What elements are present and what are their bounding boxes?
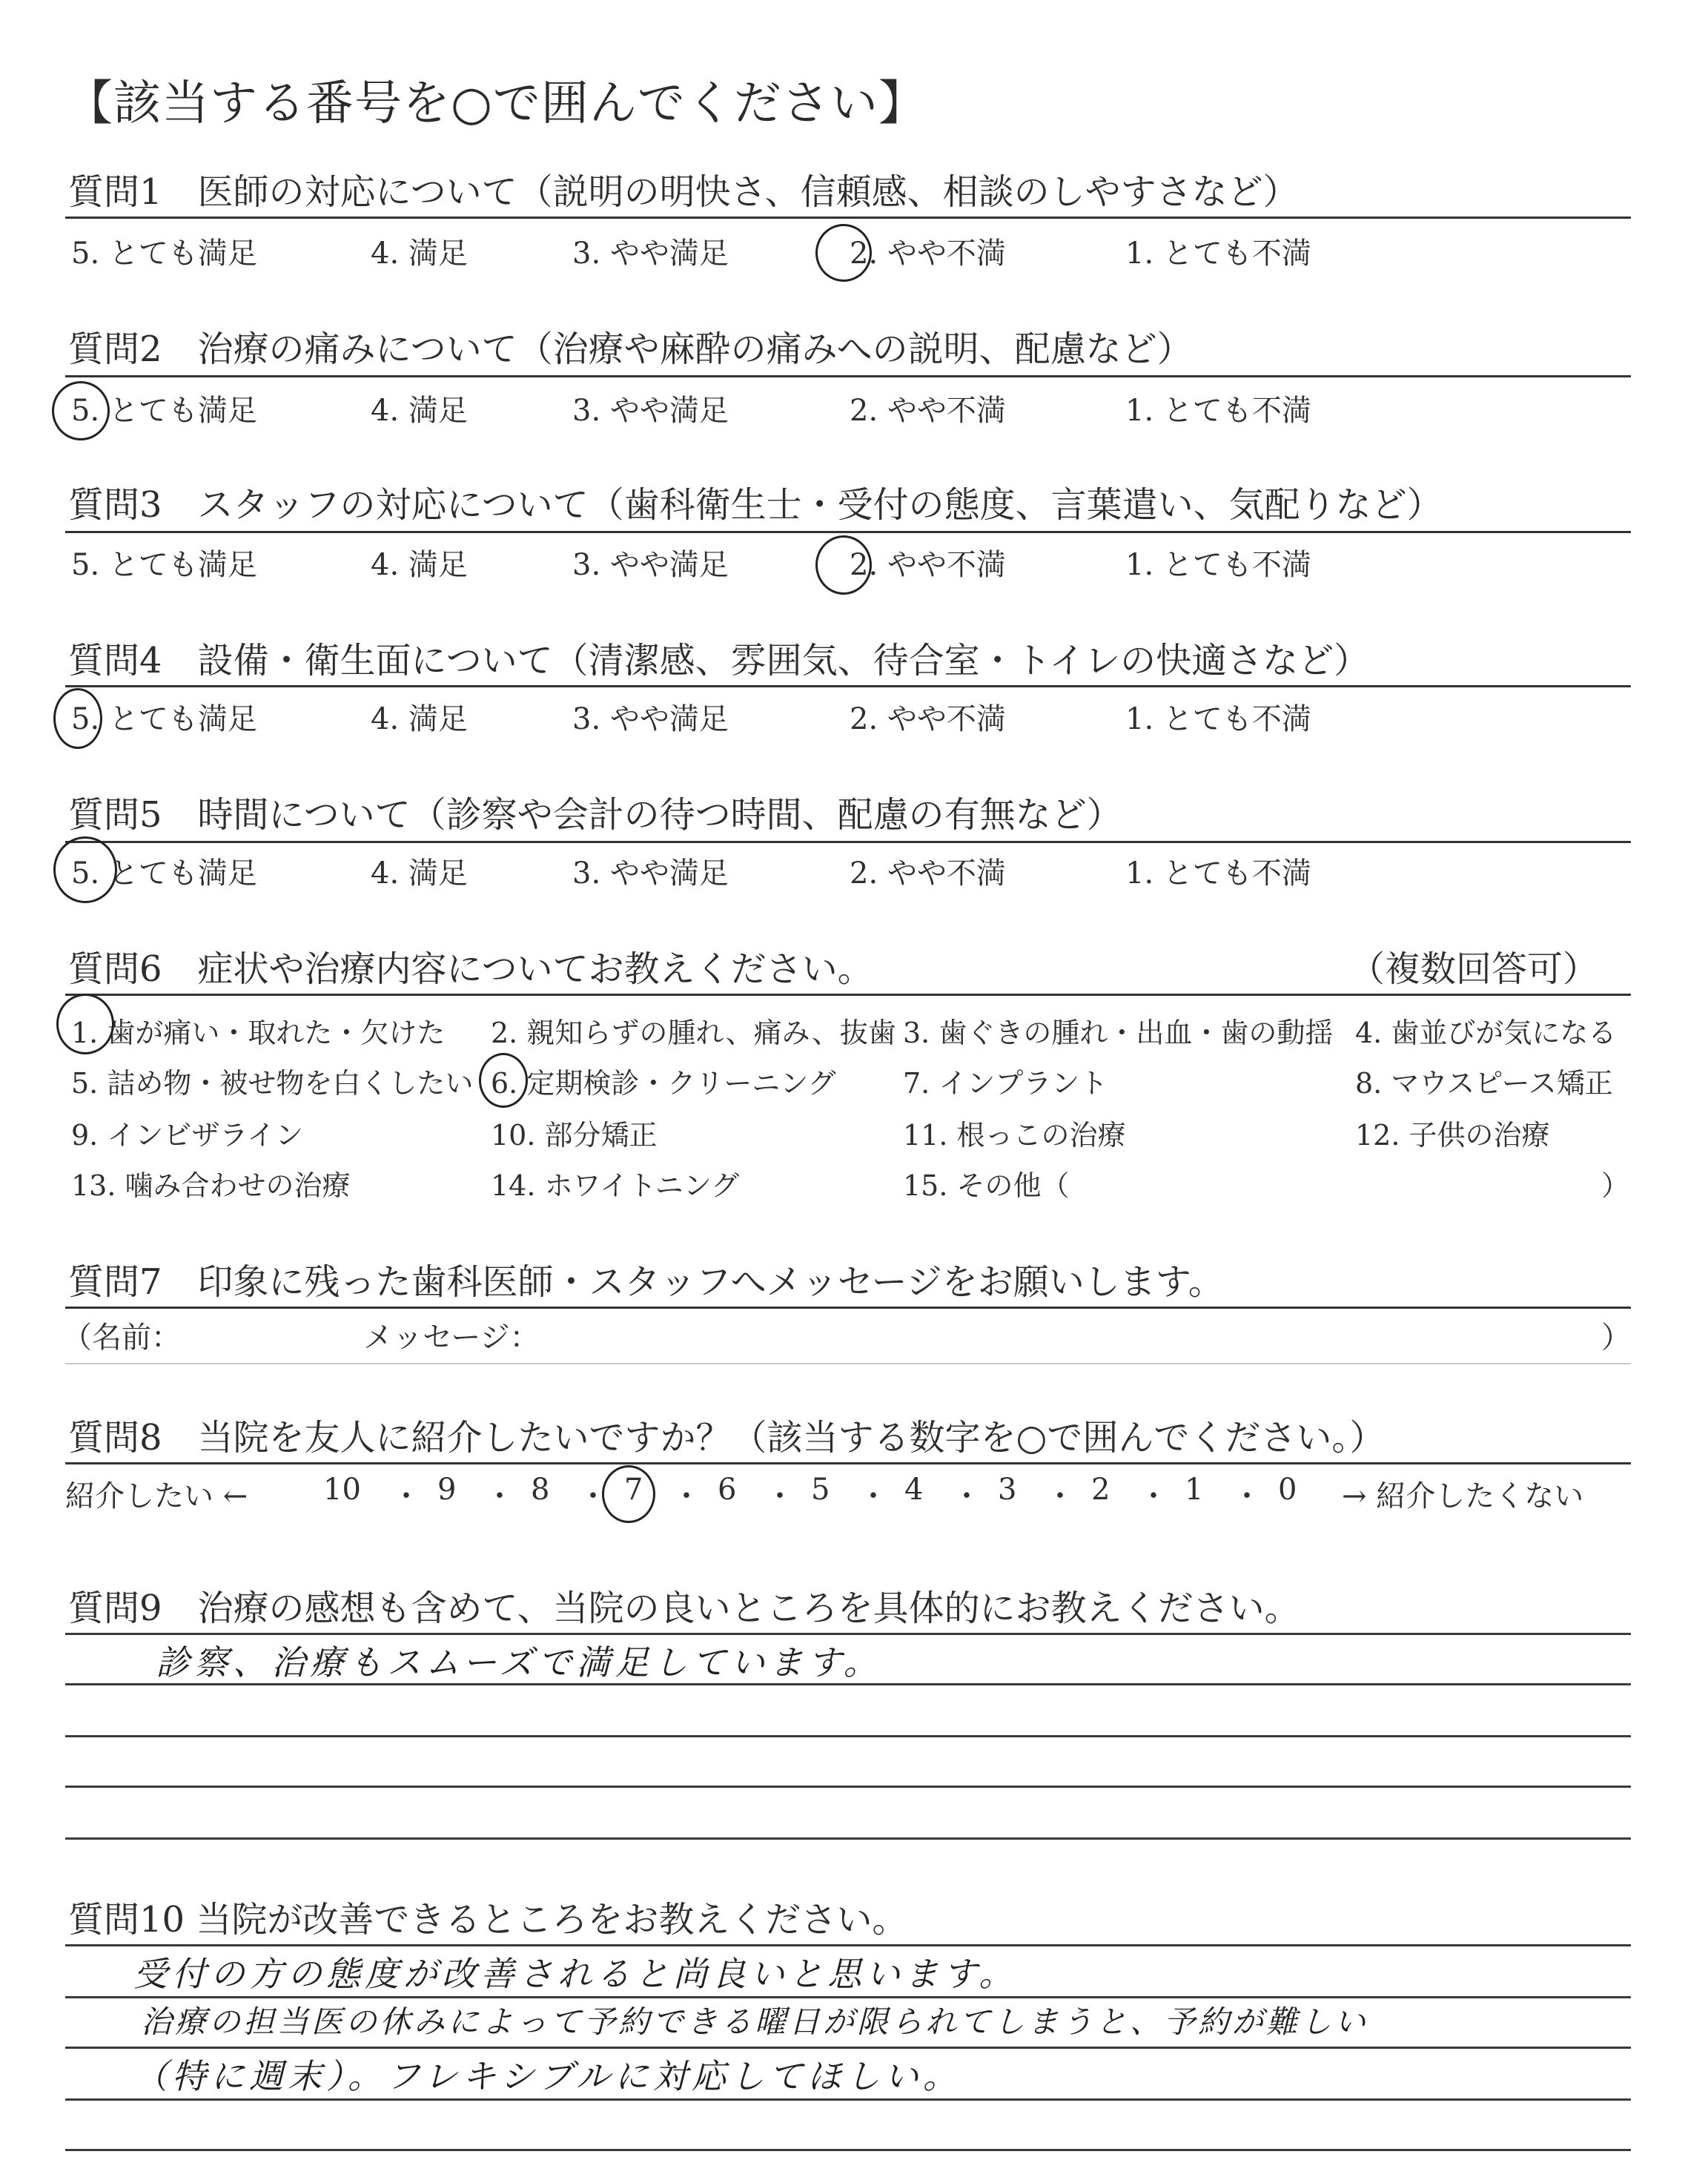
q3-option-5[interactable]: 5. とても満足 [71,548,257,582]
question-8-title: 質問8 当院を友人に紹介したいですか？（該当する数字を○で囲んでください。） [68,1417,1386,1459]
q10-handwritten-line-3: （特に週末）。フレキシブルに対応してほしい。 [133,2056,961,2096]
q9-line-4 [65,1786,1631,1788]
instruction-header: 【該当する番号を○で囲んでください】 [65,76,927,131]
q8-scale-3[interactable]: 3 [998,1473,1017,1507]
question-10-title: 質問10 当院が改善できるところをお教えください。 [68,1899,908,1941]
q3-option-3[interactable]: 3. やや満足 [572,548,729,582]
q2-option-5[interactable]: 5. とても満足 [71,394,257,428]
q6-item-4[interactable]: 4. 歯並びが気になる [1355,1017,1617,1049]
q2-option-1[interactable]: 1. とても不満 [1125,394,1311,428]
q5-option-1[interactable]: 1. とても不満 [1125,856,1311,891]
q8-separator: ・ [1232,1479,1262,1513]
question-9-title: 質問9 治療の感想も含めて、当院の良いところを具体的にお教えください。 [68,1588,1300,1629]
q6-item-6[interactable]: 6. 定期検診・クリーニング [491,1067,836,1100]
question-6-title: 質問6 症状や治療内容についてお教えください。 [68,948,873,990]
q4-option-4[interactable]: 4. 満足 [371,702,468,736]
q5-option-4[interactable]: 4. 満足 [371,856,468,891]
question-4-rule [65,685,1631,687]
q4-selection-circle [53,688,102,749]
q8-scale-0[interactable]: 0 [1278,1473,1297,1507]
q1-option-1[interactable]: 1. とても不満 [1125,237,1311,271]
question-2-title: 質問2 治療の痛みについて（治療や麻酔の痛みへの説明、配慮など） [68,328,1193,370]
q5-option-5[interactable]: 5. とても満足 [71,856,257,891]
q6-item-8[interactable]: 8. マウスピース矯正 [1355,1067,1613,1100]
q9-line-3 [65,1735,1631,1737]
q3-option-1[interactable]: 1. とても不満 [1125,548,1311,582]
q7-answer-line [65,1363,1631,1364]
q9-line-5 [65,1837,1631,1840]
q4-option-1[interactable]: 1. とても不満 [1125,702,1311,736]
q8-separator: ・ [858,1479,888,1513]
q6-other-close: ） [1601,1169,1630,1202]
q8-scale-4[interactable]: 4 [904,1473,924,1507]
q6-item-10[interactable]: 10. 部分矯正 [491,1119,658,1152]
q6-item-2[interactable]: 2. 親知らずの腫れ、痛み、抜歯 [491,1017,896,1049]
q8-separator: ・ [672,1479,701,1513]
question-5-title: 質問5 時間について（診察や会計の待つ時間、配慮の有無など） [68,794,1122,836]
q10-line-3 [65,2047,1631,2049]
q10-handwritten-line-1: 受付の方の態度が改善されると尚良いと思います。 [133,1954,1018,1994]
q1-option-4[interactable]: 4. 満足 [371,237,468,271]
q3-selection-circle [815,535,872,595]
q8-scale-10[interactable]: 10 [323,1473,361,1507]
q10-line-4 [65,2098,1631,2101]
q8-separator: ・ [952,1479,982,1513]
q5-option-2[interactable]: 2. やや不満 [850,856,1006,891]
q6-item-14[interactable]: 14. ホワイトニング [491,1169,740,1202]
q6-item-11[interactable]: 11. 根っこの治療 [903,1119,1126,1152]
q6-item-15[interactable]: 15. その他（ [903,1169,1070,1202]
q6-selection-circle-1 [56,994,114,1054]
q3-option-2[interactable]: 2. やや不満 [850,548,1006,582]
q6-item-7[interactable]: 7. インプラント [903,1067,1108,1100]
q2-option-4[interactable]: 4. 満足 [371,394,468,428]
q8-selection-circle [602,1465,655,1523]
q3-option-4[interactable]: 4. 満足 [371,548,468,582]
q8-separator: ・ [578,1479,608,1513]
q8-separator: ・ [765,1479,795,1513]
q8-scale-1[interactable]: 1 [1185,1473,1204,1507]
q6-item-5[interactable]: 5. 詰め物・被せ物を白くしたい [71,1067,474,1100]
question-6-rule [65,994,1631,996]
q8-separator: ・ [1139,1479,1168,1513]
q8-separator: ・ [391,1479,421,1513]
q9-line-1 [65,1633,1631,1635]
question-8-rule [65,1462,1631,1464]
q8-separator: ・ [1045,1479,1075,1513]
q6-selection-circle-6 [479,1053,528,1108]
question-7-title: 質問7 印象に残った歯科医師・スタッフへメッセージをお願いします。 [68,1261,1224,1303]
q8-scale-9[interactable]: 9 [437,1473,457,1507]
question-4-title: 質問4 設備・衛生面について（清潔感、雰囲気、待合室・トイレの快適さなど） [68,640,1370,681]
q10-line-1 [65,1944,1631,1946]
q7-close: ） [1601,1321,1631,1355]
q6-item-9[interactable]: 9. インビザライン [71,1119,304,1152]
q8-scale-8[interactable]: 8 [531,1473,550,1507]
q6-item-1[interactable]: 1. 歯が痛い・取れた・欠けた [71,1017,446,1049]
q8-scale-5[interactable]: 5 [811,1473,830,1507]
q8-left-label: 紹介したい ← [65,1479,248,1513]
q10-handwritten-line-2: 治療の担当医の休みによって予約できる曜日が限られてしまうと、予約が難しい [141,2004,1369,2040]
question-1-title: 質問1 医師の対応について（説明の明快さ、信頼感、相談のしやすさなど） [68,171,1299,213]
q4-option-2[interactable]: 2. やや不満 [850,702,1006,736]
q8-right-label: → 紹介したくない [1342,1479,1584,1513]
q7-name-label: （名前： [62,1321,181,1355]
question-2-rule [65,375,1631,377]
q8-scale-6[interactable]: 6 [718,1473,737,1507]
question-1-rule [65,217,1631,219]
q1-selection-circle [815,224,872,282]
q5-selection-circle [53,836,117,903]
q2-option-3[interactable]: 3. やや満足 [572,394,729,428]
q1-option-2[interactable]: 2. やや不満 [850,237,1006,271]
question-3-rule [65,531,1631,533]
question-3-title: 質問3 スタッフの対応について（歯科衛生士・受付の態度、言葉遣い、気配りなど） [68,484,1443,526]
q2-option-2[interactable]: 2. やや不満 [850,394,1006,428]
q5-option-3[interactable]: 3. やや満足 [572,856,729,891]
q8-separator: ・ [485,1479,514,1513]
q2-selection-circle [52,381,110,440]
q1-option-5[interactable]: 5. とても満足 [71,237,257,271]
q6-item-3[interactable]: 3. 歯ぐきの腫れ・出血・歯の動揺 [903,1017,1334,1049]
q8-scale-2[interactable]: 2 [1091,1473,1110,1507]
q8-scale-7[interactable]: 7 [624,1473,643,1507]
q1-option-3[interactable]: 3. やや満足 [572,237,729,271]
q6-item-12[interactable]: 12. 子供の治療 [1355,1119,1550,1152]
q4-option-3[interactable]: 3. やや満足 [572,702,729,736]
q9-handwritten-answer: 診察、治療もスムーズで満足しています。 [156,1642,882,1682]
question-6-note: （複数回答可） [1349,948,1599,990]
q6-item-13[interactable]: 13. 噛み合わせの治療 [71,1169,351,1202]
q10-line-5 [65,2149,1631,2151]
question-7-rule [65,1307,1631,1309]
question-5-rule [65,841,1631,843]
q4-option-5[interactable]: 5. とても満足 [71,702,257,736]
q7-message-label: メッセージ： [363,1321,540,1355]
